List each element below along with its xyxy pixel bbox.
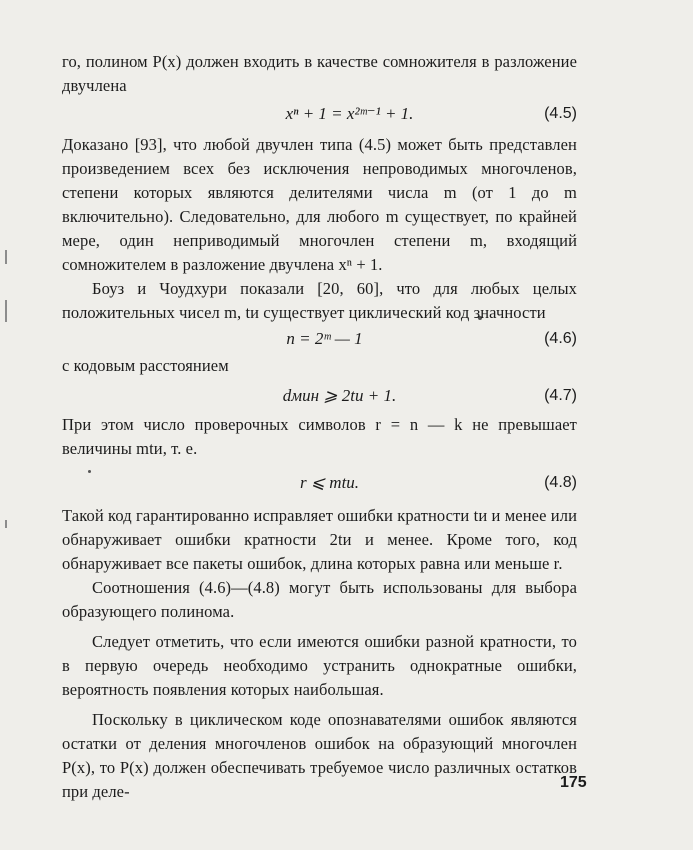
equation-4-7-number: (4.7) [544, 387, 577, 404]
equation-4-7-expr: dмин ⩾ 2tи + 1. [282, 386, 397, 405]
equation-4-6-number: (4.6) [544, 330, 577, 347]
equation-4-6 [62, 325, 577, 352]
paragraph-8: Следует отметить, что если имеются ошибки разной кратности, то в первую очередь необходимо устранить однократные ошибки, вероятность появления которых наибольшая. [62, 632, 577, 699]
paragraph-5: При этом число проверочных символов r = n — k не превышает величины mtи, т. е. [62, 415, 577, 458]
equation-4-5 [62, 100, 577, 127]
equation-4-8 [62, 469, 577, 496]
margin-mark [5, 520, 7, 528]
paragraph-1: го, полином P(x) должен входить в качестве сомножителя в разложение двучлена [62, 52, 577, 95]
margin-mark [5, 250, 7, 264]
paragraph-4: с кодовым расстоянием [62, 356, 229, 375]
equation-4-6-expr: n = 2ᵐ — 1 [286, 329, 363, 348]
text-column [62, 50, 577, 804]
equation-4-5-expr: xⁿ + 1 = x²ᵐ⁻¹ + 1. [285, 104, 414, 123]
paragraph-3: Боуз и Чоудхури показали [20, 60], что для любых целых положительных чисел m, tи существует циклический код значности [62, 279, 577, 322]
margin-mark [5, 300, 7, 322]
paragraph-2: Доказано [93], что любой двучлен типа (4.5) может быть представлен произведением всех без исключения непроводимых многочленов, степени которых являются делителями числа m (от 1 до m включительно). Следовательно, для любого m существует, по крайней мере, один неприводимый многочлен степени m, входящий сомножителем в разложение двучлена xⁿ + 1. [62, 135, 577, 274]
equation-4-8-expr: r ⩽ mtи. [299, 473, 360, 492]
paragraph-7: Соотношения (4.6)—(4.8) могут быть использованы для выбора образующего полинома. [62, 578, 577, 621]
paragraph-9: Поскольку в циклическом коде опознавателями ошибок являются остатки от деления многочленов ошибок на образующий многочлен P(x), то P(x) должен обеспечивать требуемое число различных остатков при деле- [62, 710, 577, 801]
paragraph-6: Такой код гарантированно исправляет ошибки кратности tи и менее или обнаруживает ошибки кратности 2tи и менее. Кроме того, код обнаруживает все пакеты ошибок, длина которых равна или меньше r. [62, 506, 577, 573]
equation-4-7 [62, 382, 577, 409]
equation-4-5-number: (4.5) [544, 105, 577, 122]
page-number: 175 [560, 774, 587, 791]
equation-4-8-number: (4.8) [544, 474, 577, 491]
